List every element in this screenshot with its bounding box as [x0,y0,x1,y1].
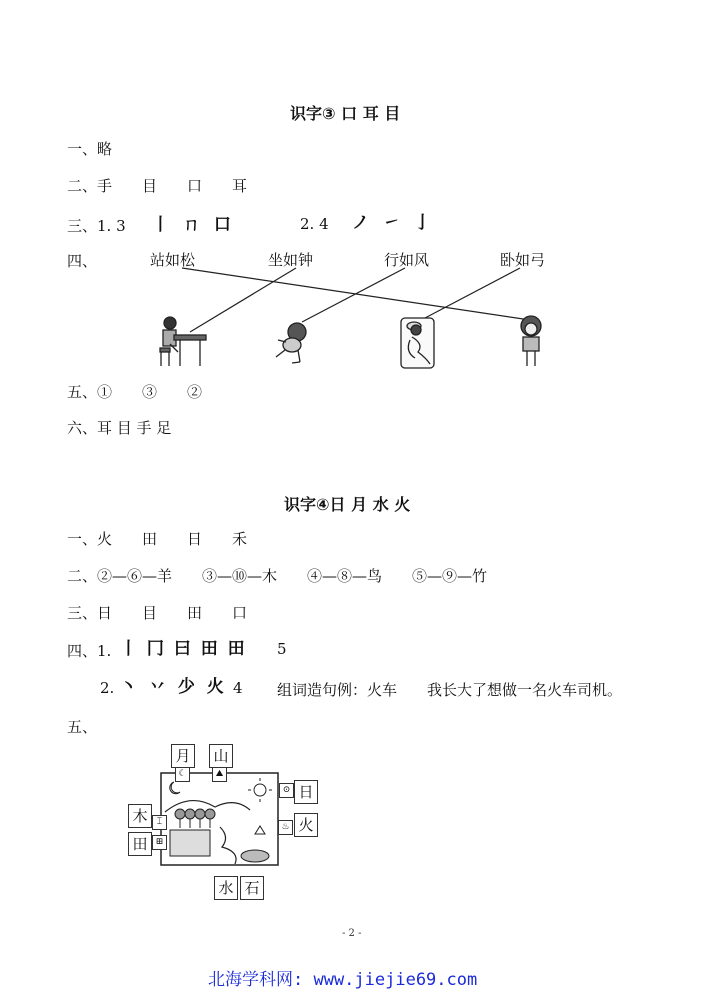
field-icon [170,830,210,856]
line-xing [302,268,405,322]
mountain-pictograph-icon: ⛰ [212,767,227,782]
q4-count-2: 4 [233,679,243,697]
line-wo [425,268,520,318]
s2-question-4-prefix: 四、1. [67,642,112,660]
running-boy-icon [276,323,306,363]
sun-icon [254,784,266,796]
s2-question-5: 五、 [67,718,98,736]
page-number: - 2 - [342,928,362,939]
label-shi: 石 [240,876,264,900]
section2-title: 识字④日 月 水 火 [284,495,411,514]
matching-lines [182,268,530,332]
q4-example: 组词造句例：火车 我长大了想做一名火车司机。 [277,681,623,699]
s2-question-1: 一、火 田 日 禾 [67,530,248,548]
s2-question-3: 三、日 目 田 口 [67,604,248,622]
q3-prefix: 三、1. 3 [67,217,126,235]
q4-strokes-2: 丶 丷 少 火 [120,677,227,697]
fire-pictograph-icon: ♨ [278,820,293,835]
s1-question-2: 二、手 目 口 耳 [67,177,248,195]
s1-question-1: 一、略 [67,140,113,158]
sleeping-boy-icon [401,318,434,368]
q4-count-1: 5 [277,640,287,658]
standing-boy-icon [521,316,541,366]
q4-strokes-1: 丨 冂 曰 田 田 [120,639,247,659]
label-tian: 田 [128,832,152,856]
idiom-1: 站如松 [150,251,196,269]
s1-question-6: 六、耳 目 手 足 [67,419,172,437]
q3-strokes-2: ノ ㇀ 亅 [352,213,435,233]
s1-question-5: 五、① ③ ② [67,383,203,401]
q3-part-2: 2. 4 [300,215,329,233]
label-yue: 月 [171,744,195,768]
matching-figure [0,0,707,400]
section1-title: 识字③ 口 耳 目 [290,104,401,123]
sitting-boy-icon [160,317,206,366]
idiom-2: 坐如钟 [268,251,314,269]
landscape-picture [160,772,280,868]
idiom-4: 卧如弓 [500,251,546,269]
s2-question-2: 二、②—⑥—羊 ③—⑩—木 ④—⑧—鸟 ⑤—⑨—竹 [67,567,488,585]
label-shui: 水 [214,876,238,900]
field-pictograph-icon: ⊞ [152,835,167,850]
label-huo: 火 [294,813,318,837]
q3-strokes-1: 丨 ㄇ 口 [152,215,235,235]
s1-question-4: 四、 [67,252,98,270]
label-shan: 山 [209,744,233,768]
q4-2-prefix: 2. [100,679,115,697]
stone-icon [241,850,269,862]
sun-pictograph-icon: ⊙ [279,783,294,798]
moon-pictograph-icon: ☾ [175,767,190,782]
idiom-3: 行如风 [384,251,430,269]
tree-pictograph-icon: ⌶ [152,815,167,830]
footer-link[interactable]: 北海学科网: www.jiejie69.com [208,970,478,990]
label-mu: 木 [128,804,152,828]
label-ri: 日 [294,780,318,804]
